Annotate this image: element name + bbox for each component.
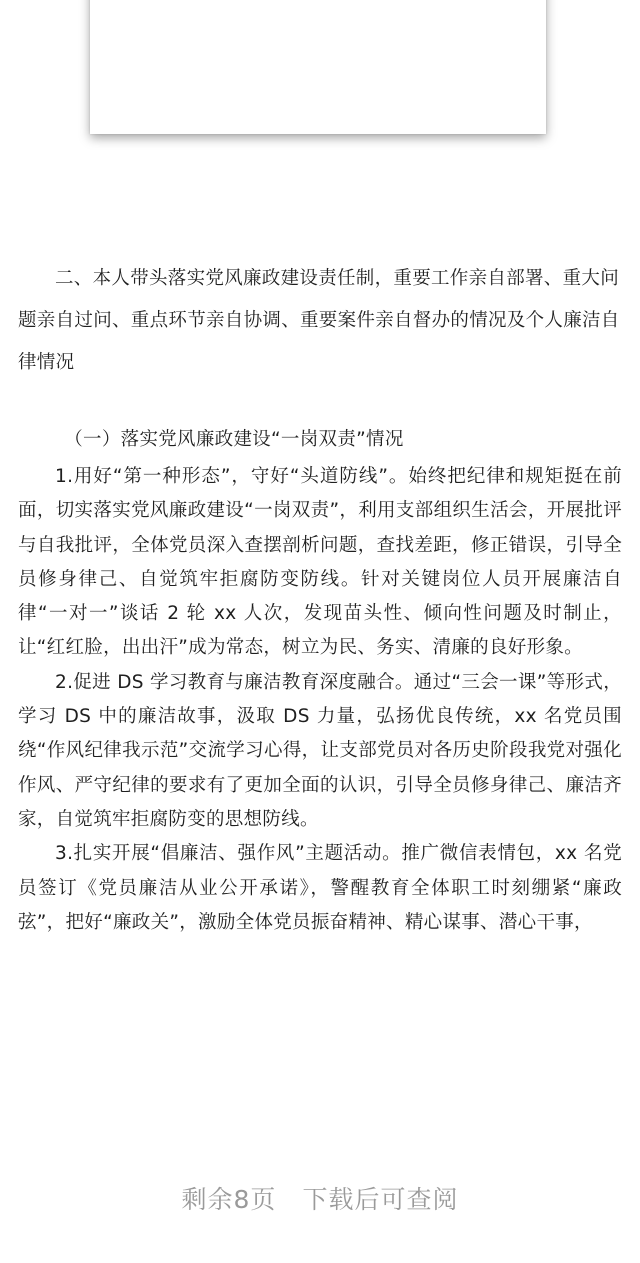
previous-page-preview bbox=[90, 0, 546, 134]
download-prompt[interactable] bbox=[0, 1180, 640, 1216]
paragraph-1: 1.用好“第一种形态”，守好“头道防线”。始终把纪律和规矩挺在前面，切实落实党风廉政建设“一岗双责”，利用支部组织生活会，开展批评与自我批评，全体党员深入查摆剖析问题，查找差距，修正错误，引导全员修身律己、自觉筑牢拒腐防变防线。针对关键岗位人员开展廉洁自律“一对一”谈话 2 轮 xx 人次，发现苗头性、倾向性问题及时制止，让“红红脸，出出汗”成为常态，树立为民、务实、清廉的良好形象。 bbox=[18, 466, 622, 659]
paragraph-3: 3.扎实开展“倡廉洁、强作风”主题活动。推广微信表情包，xx 名党员签订《党员廉洁从业公开承诺》，警醒教育全体职工时刻绷紧“廉政弦”，把好“廉政关”，激励全体党员振奋精神、精心谋事、潜心干事， bbox=[18, 843, 622, 933]
sub-heading: （一）落实党风廉政建设“一岗双责”情况 bbox=[64, 429, 404, 450]
paragraph-2: 2.促进 DS 学习教育与廉洁教育深度融合。通过“三会一课”等形式，学习 DS 中的廉洁故事，汲取 DS 力量，弘扬优良传统，xx 名党员围绕“作风纪律我示范”交流学习心得，让支部党员对各历史阶段我党对强化作风、严守纪律的要求有了更加全面的认识，引导全员修身律己、廉洁齐家，自觉筑牢拒腐防变的思想防线。 bbox=[18, 671, 622, 830]
document-body bbox=[18, 258, 622, 940]
remaining-pages-label: 剩余8页 bbox=[181, 1185, 277, 1214]
section-heading: 二、本人带头落实党风廉政建设责任制，重要工作亲自部署、重大问题亲自过问、重点环节亲自协调、重要案件亲自督办的情况及个人廉洁自律情况 bbox=[18, 268, 620, 373]
download-hint-label: 下载后可查阅 bbox=[302, 1185, 459, 1214]
